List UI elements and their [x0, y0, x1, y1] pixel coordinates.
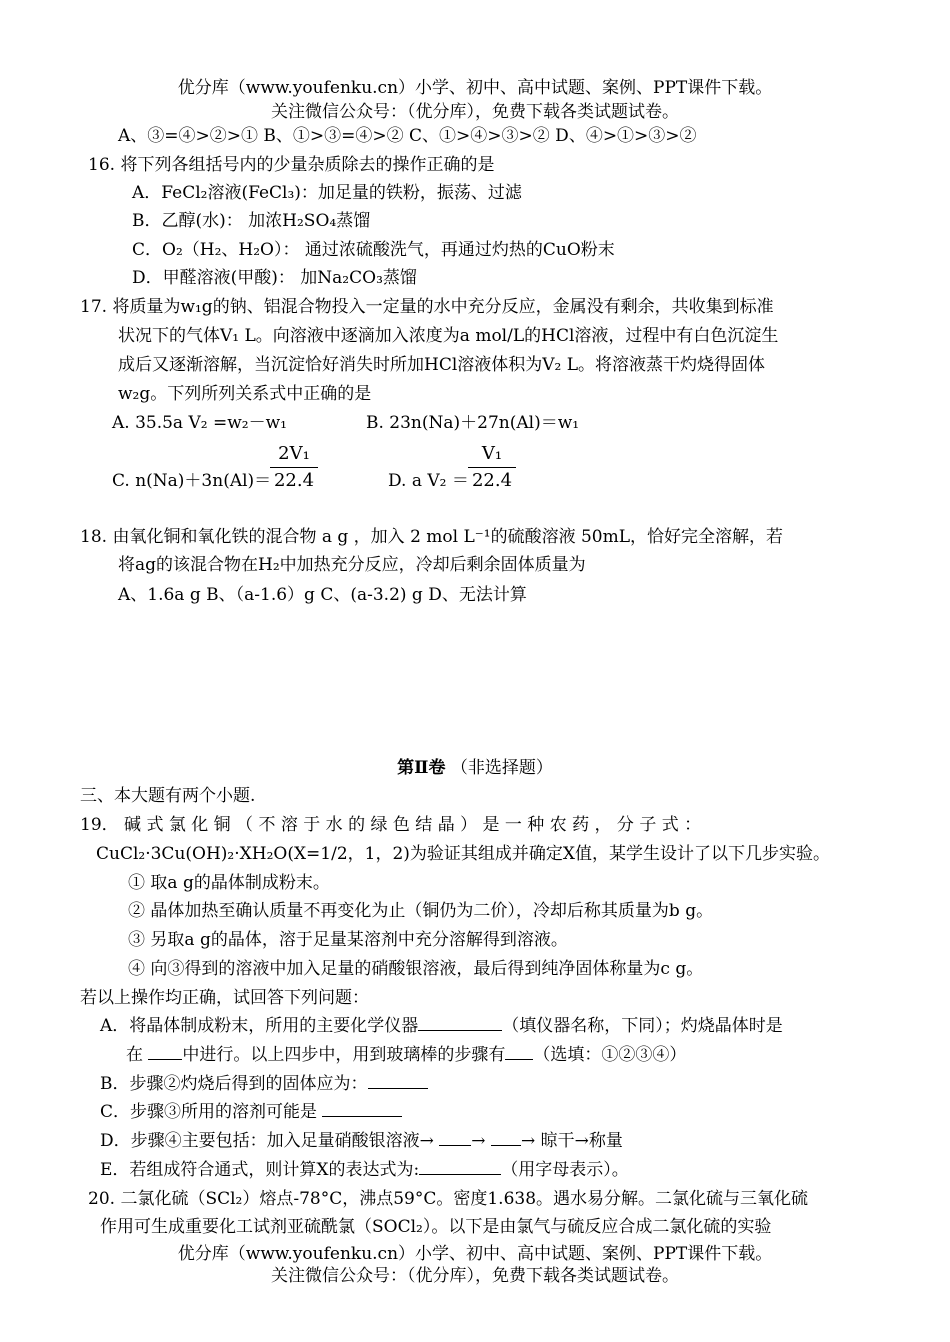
q19-part-c-text: C．步骤③所用的溶剂可能是	[100, 1102, 323, 1122]
q17-option-c-denominator: 22.4	[273, 470, 315, 491]
q15-options: A、③=④>②>① B、①>③=④>② C、①>④>③>② D、④>①>③>②	[118, 126, 697, 146]
q17-line-3: 成后又逐渐溶解，当沉淀恰好消失时所加HCl溶液体积为V₂ L。将溶液蒸干灼烧得固体	[118, 355, 766, 375]
q17-option-c-fraction	[270, 441, 318, 494]
answer-blank-step-2[interactable]	[491, 1129, 521, 1146]
q19-line-1: 19． 碱 式 氯 化 铜 （ 不 溶 于 水 的 绿 色 结 晶 ） 是 一 种 农 药 ， 分 子 式 ：	[80, 815, 702, 835]
q17-option-c-numerator: 2V₁	[270, 441, 318, 468]
q17-line-4: w₂g。下列所列关系式中正确的是	[118, 384, 372, 404]
q19-part-a-cont-text-3: （选填：①②③④）	[533, 1045, 687, 1065]
q17-option-b: B. 23n(Na)＋27n(Al)＝w₁	[366, 413, 580, 433]
q19-part-a-text-1: A．将晶体制成粉末，所用的主要化学仪器	[100, 1016, 419, 1036]
q16-option-c: C．O₂（H₂、H₂O）： 通过浓硫酸洗气，再通过灼热的CuO粉末	[132, 240, 615, 260]
q19-step-4: ④ 向③得到的溶液中加入足量的硝酸银溶液，最后得到纯净固体称量为c g。	[128, 959, 704, 979]
q17-option-d-denominator: 22.4	[471, 470, 513, 491]
q19-part-b	[100, 1072, 428, 1096]
q17-option-d-numerator: V₁	[468, 441, 516, 468]
q19-part-a-text-2: （填仪器名称，下同）；灼烧晶体时是	[502, 1016, 783, 1036]
q17-option-d-fraction	[468, 441, 516, 494]
q19-intro: 若以上操作均正确，试回答下列问题：	[80, 988, 369, 1008]
answer-blank-solid[interactable]	[368, 1072, 428, 1089]
q17-line-1: 17. 将质量为w₁g的钠、铝混合物投入一定量的水中充分反应，金属没有剩余，共收集到标准	[80, 297, 774, 317]
q17-option-d: D. a V₂ ＝	[388, 471, 469, 491]
q19-part-e-text-2: （用字母表示）。	[501, 1160, 629, 1180]
answer-blank-step-1[interactable]	[439, 1129, 471, 1146]
q19-step-3: ③ 另取a g的晶体，溶于足量某溶剂中充分溶解得到溶液。	[128, 930, 568, 950]
q19-part-d-arrow: →	[471, 1131, 491, 1151]
section-title: 第Ⅱ卷	[397, 758, 446, 778]
q18-options: A、1.6a g B、（a-1.6）g C、(a-3.2) g D、无法计算	[118, 585, 527, 605]
q16-option-b: B．乙醇(水)： 加浓H₂SO₄蒸馏	[132, 211, 371, 231]
q19-part-a	[100, 1014, 783, 1038]
q17-line-2: 状况下的气体V₁ L。向溶液中逐滴加入浓度为a mol/L的HCl溶液，过程中有白色沉淀生	[118, 326, 779, 346]
q19-part-a-cont	[126, 1043, 686, 1067]
answer-blank-solvent[interactable]	[322, 1100, 402, 1117]
section-heading	[0, 756, 950, 780]
q19-part-b-text: B．步骤②灼烧后得到的固体应为：	[100, 1074, 368, 1094]
q20-line-1: 20. 二氯化硫（SCl₂）熔点-78°C，沸点59°C。密度1.638。遇水易分解。二氯化硫与三氧化硫	[88, 1189, 809, 1209]
q18-line-1: 18. 由氧化铜和氧化铁的混合物 a g ，加入 2 mol L⁻¹的硫酸溶液 50mL，恰好完全溶解，若	[80, 527, 784, 547]
q16-option-d: D．甲醛溶液(甲酸)： 加Na₂CO₃蒸馏	[132, 268, 417, 288]
q19-part-d-text-2: → 晾干→称量	[520, 1131, 623, 1151]
q19-step-2: ② 晶体加热至确认质量不再变化为止（铜仍为二价），冷却后称其质量为b g。	[128, 901, 714, 921]
footer-line-1: 优分库（www.youfenku.cn）小学、初中、高中试题、案例、PPT课件下载。	[177, 1244, 773, 1264]
footer-line-2: 关注微信公众号：（优分库），免费下载各类试题试卷。	[271, 1266, 679, 1286]
q19-part-e-text-1: E．若组成符合通式，则计算X的表达式为:	[100, 1160, 420, 1180]
q19-line-2: CuCl₂·3Cu(OH)₂·XH₂O(X=1/2，1，2)为验证其组成并确定X值，某学生设计了以下几步实验。	[96, 844, 831, 864]
q16-option-a: A．FeCl₂溶液(FeCl₃)：加足量的铁粉，振荡、过滤	[132, 183, 522, 203]
part-three-title: 三、本大题有两个小题.	[80, 786, 256, 806]
q19-part-e	[100, 1158, 629, 1182]
header-line-1: 优分库（www.youfenku.cn）小学、初中、高中试题、案例、PPT课件下载。	[177, 78, 773, 98]
header-line-2: 关注微信公众号：（优分库），免费下载各类试题试卷。	[271, 102, 679, 122]
q20-line-2: 作用可生成重要化工试剂亚硫酰氯（SOCl₂）。以下是由氯气与硫反应合成二氯化硫的实验	[100, 1217, 772, 1237]
q19-part-d-text-1: D．步骤④主要包括：加入足量硝酸银溶液→	[100, 1131, 440, 1151]
q19-part-d	[100, 1129, 623, 1153]
q17-option-c: C. n(Na)＋3n(Al)＝	[112, 471, 272, 491]
answer-blank-vessel[interactable]	[148, 1043, 182, 1060]
answer-blank-expression[interactable]	[419, 1158, 501, 1175]
answer-blank-steps[interactable]	[505, 1043, 533, 1060]
q19-part-c	[100, 1100, 402, 1124]
q19-part-a-cont-text-2: 中进行。以上四步中，用到玻璃棒的步骤有	[182, 1045, 506, 1065]
q18-line-2: 将ag的该混合物在H₂中加热充分反应，冷却后剩余固体质量为	[118, 555, 586, 575]
q17-option-a: A. 35.5a V₂ =w₂－w₁	[112, 413, 287, 433]
section-subtitle: （非选择题）	[450, 758, 553, 778]
q19-part-a-cont-text-1: 在	[126, 1045, 149, 1065]
answer-blank-instrument[interactable]	[418, 1014, 502, 1031]
q16-stem: 16. 将下列各组括号内的少量杂质除去的操作正确的是	[88, 155, 495, 175]
q19-step-1: ① 取a g的晶体制成粉末。	[128, 873, 330, 893]
